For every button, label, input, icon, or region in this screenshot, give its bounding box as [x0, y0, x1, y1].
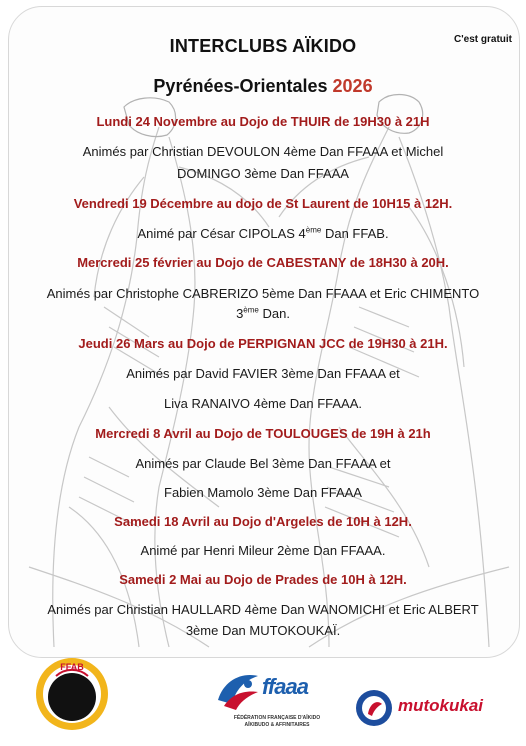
- event-instructors: DOMINGO 3ème Dan FFAAA: [177, 166, 349, 181]
- ffaaa-caption-line: FÉDÉRATION FRANÇAISE D'AÏKIDO: [233, 715, 321, 721]
- event-instructors: Animés par Christian HAULLARD 4ème Dan WANOMICHI et Eric ALBERT: [47, 602, 479, 617]
- ordinal-suffix: ème: [243, 305, 259, 315]
- event-date: Mercredi 8 Avril au Dojo de TOULOUGES de 19H à 21h: [95, 426, 431, 441]
- event-instructors-text: Dan FFAB.: [321, 226, 389, 241]
- ffab-logo-text: FFAB: [60, 662, 84, 672]
- ffaaa-emblem-icon: [214, 670, 262, 712]
- event-instructors-text: Animé par César CIPOLAS 4: [137, 226, 306, 241]
- event-instructors: Animé par Henri Mileur 2ème Dan FFAAA.: [140, 543, 386, 558]
- event-date: Samedi 18 Avril au Dojo d'Argeles de 10H à 12H.: [114, 514, 412, 529]
- event-instructors: Animés par David FAVIER 3ème Dan FFAAA et: [126, 366, 400, 381]
- mutokukai-logo-brand: mutokukai: [398, 696, 484, 715]
- ffaaa-logo: [212, 668, 340, 740]
- event-instructors: Animés par Claude Bel 3ème Dan FFAAA et: [135, 456, 391, 471]
- event-instructors-text: 3: [236, 306, 244, 321]
- event-instructors: 3ème Dan MUTOKOUKAÏ.: [185, 623, 341, 638]
- subtitle-region: Pyrénées-Orientales: [153, 76, 328, 96]
- event-instructors: [0, 224, 526, 244]
- ffaaa-logo-caption: [214, 715, 340, 729]
- event-date: Jeudi 26 Mars au Dojo de PERPIGNAN JCC de 19H30 à 21H.: [78, 336, 448, 351]
- page-title: INTERCLUBS AÏKIDO: [169, 36, 357, 56]
- event-instructors: Animés par Christian DEVOULON 4ème Dan FFAAA et Michel: [82, 144, 444, 159]
- event-date: Mercredi 25 février au Dojo de CABESTANY de 18H30 à 20H.: [77, 255, 449, 270]
- page-subtitle: [0, 76, 526, 97]
- free-badge: C'est gratuit: [454, 34, 512, 45]
- subtitle-year: 2026: [332, 76, 373, 96]
- event-date: Samedi 2 Mai au Dojo de Prades de 10H à 12H.: [119, 572, 407, 587]
- event-instructors-text: Dan.: [258, 306, 290, 321]
- ordinal-suffix: ème: [305, 225, 322, 235]
- event-instructors: Animés par Christophe CABRERIZO 5ème Dan FFAAA et Eric CHIMENTO: [46, 286, 480, 301]
- ffaaa-caption-line: AÏKIBUDO & AFFINITAIRES: [244, 722, 310, 728]
- mutokukai-emblem-icon: [354, 688, 394, 728]
- event-instructors: Fabien Mamolo 3ème Dan FFAAA: [164, 485, 362, 500]
- event-instructors: Liva RANAIVO 4ème Dan FFAAA.: [164, 396, 362, 411]
- event-instructors: [0, 304, 526, 324]
- mutokukai-logo: [352, 688, 502, 728]
- event-date: Lundi 24 Novembre au Dojo de THUIR de 19H30 à 21H: [96, 114, 430, 129]
- event-date: Vendredi 19 Décembre au dojo de St Laurent de 10H15 à 12H.: [73, 196, 453, 211]
- ffaaa-logo-brand: ffaaa: [262, 674, 308, 699]
- ffab-logo: [34, 656, 110, 732]
